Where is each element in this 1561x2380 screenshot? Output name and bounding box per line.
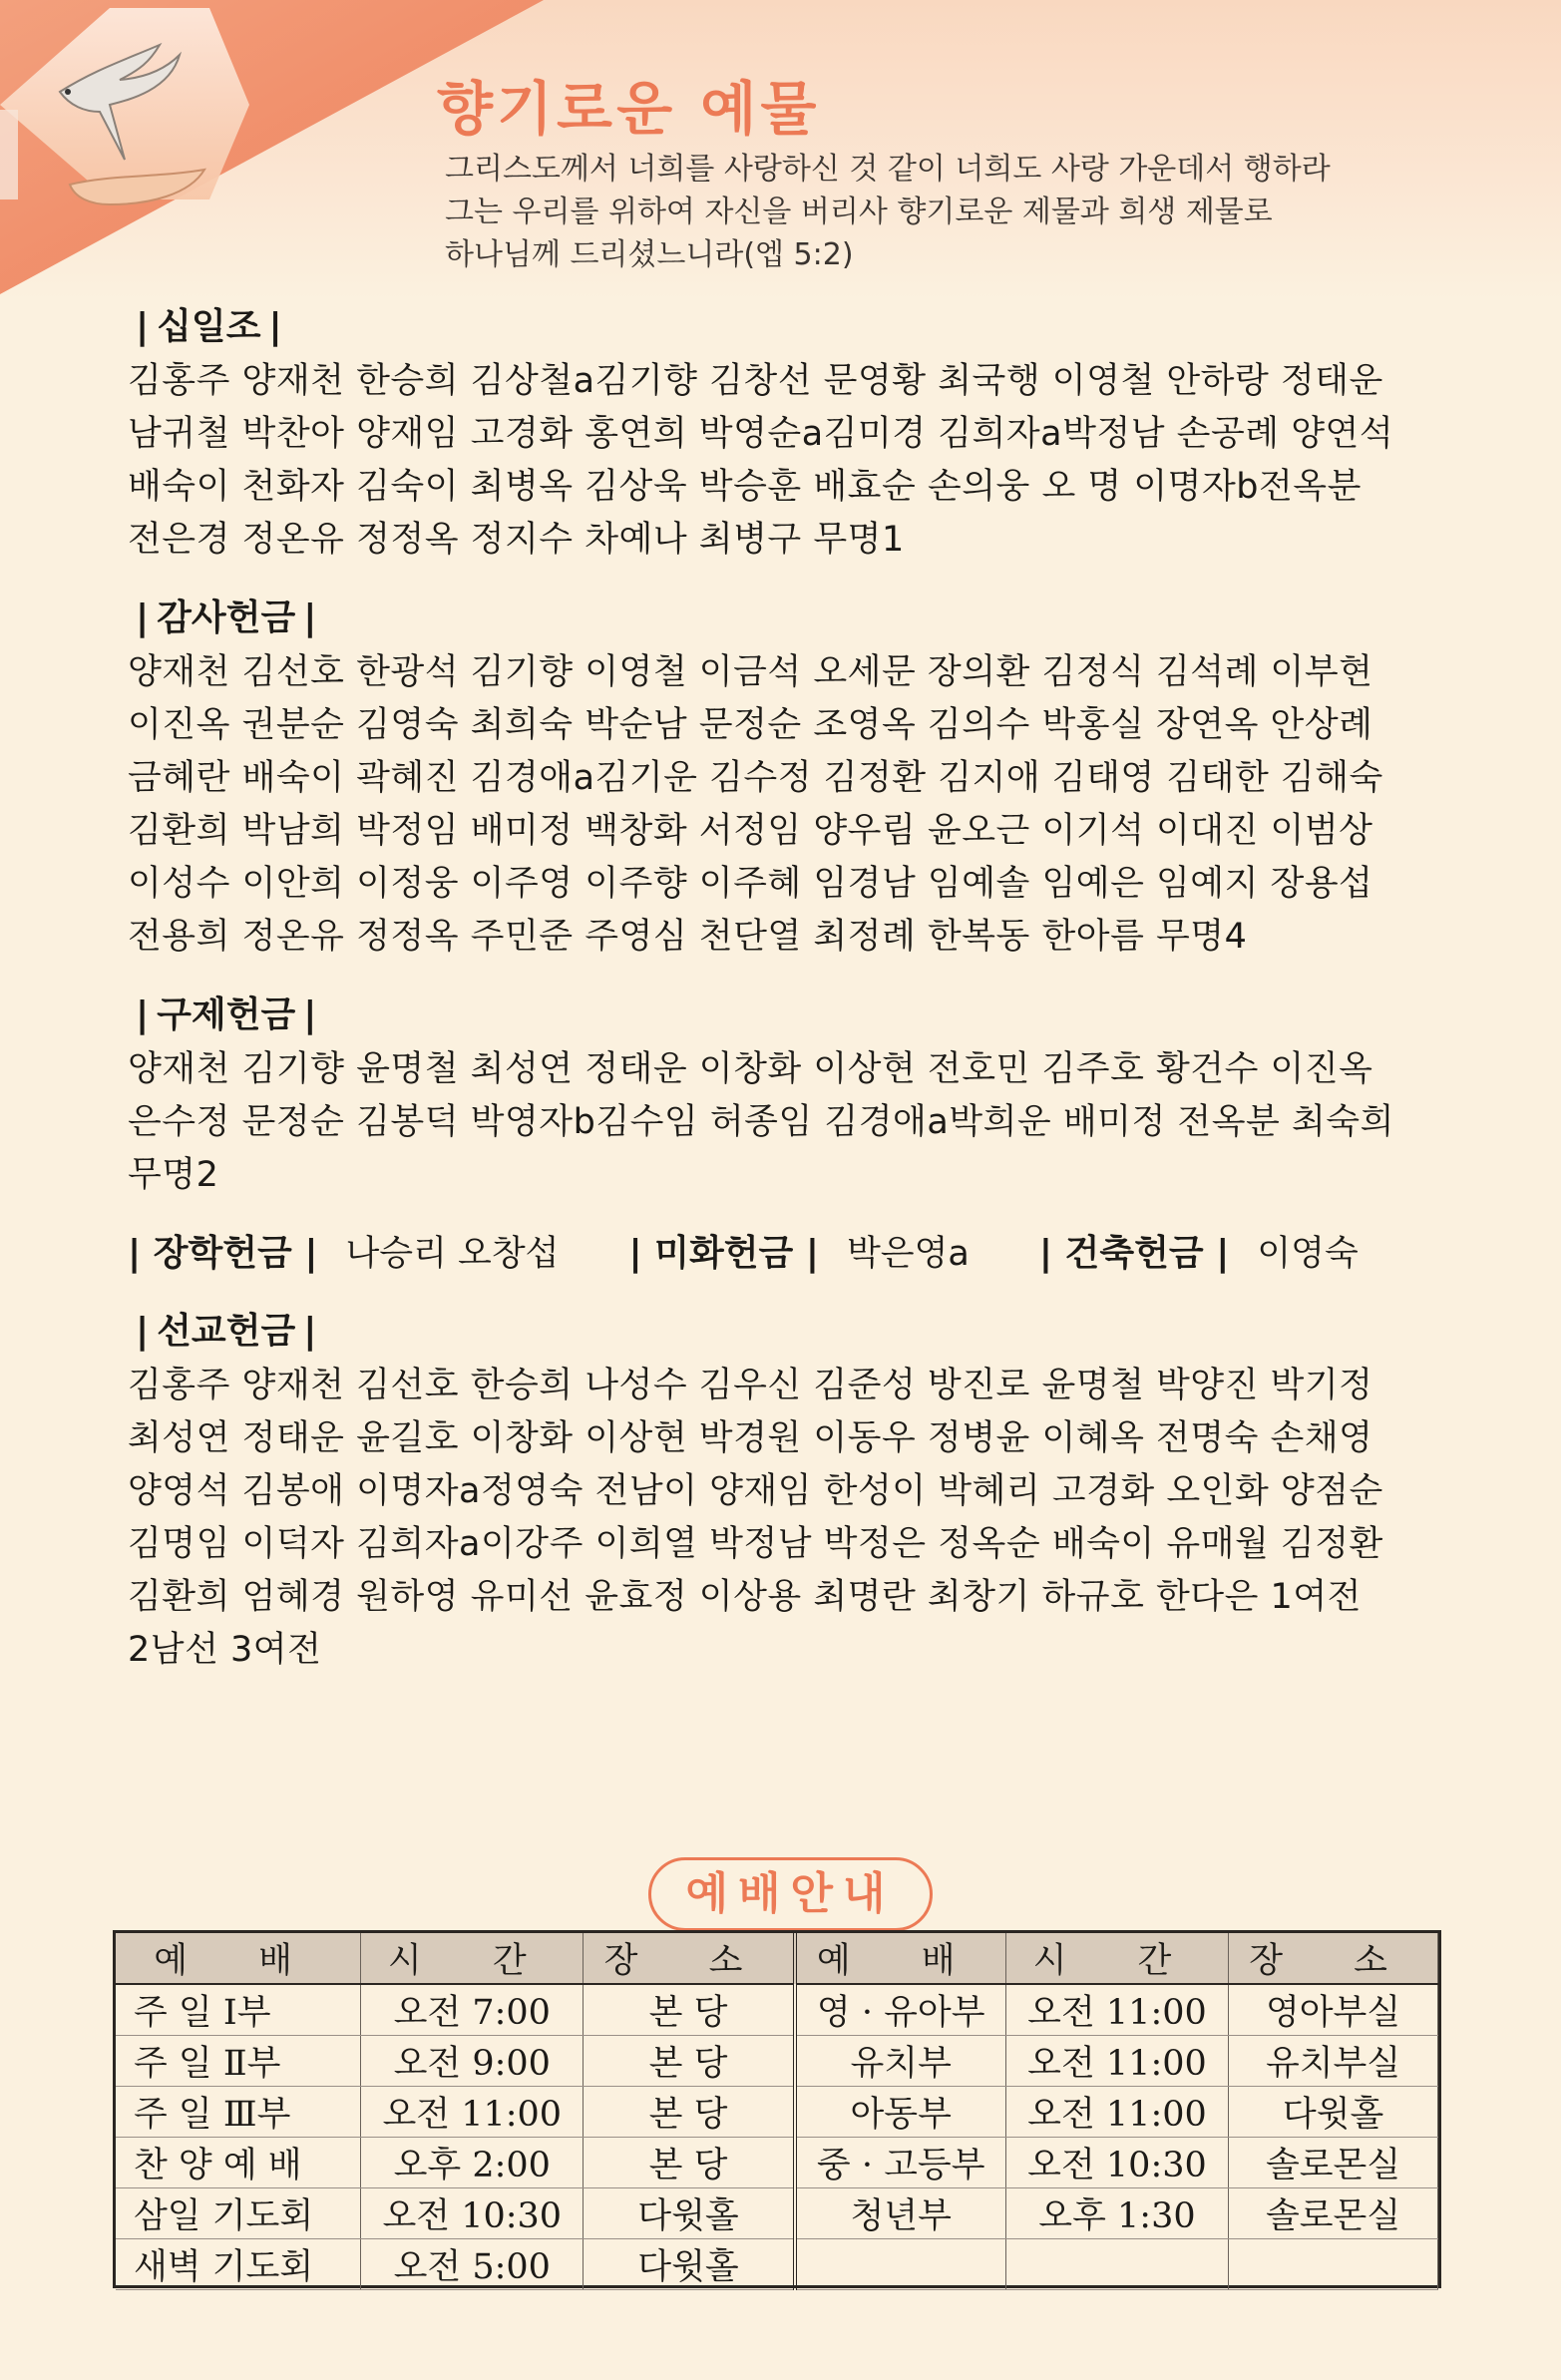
table-row [116,2036,1438,2087]
service-place: 본 당 [584,2138,795,2188]
section-heading: | 장학헌금 | [128,1233,318,1274]
verse-line: 그는 우리를 위하여 자신을 버리사 향기로운 제물과 희생 제물로 [445,195,1273,229]
table-header-row [116,1933,1438,1984]
table-row [116,2188,1438,2239]
service-name: 주 일 Ⅲ부 [116,2087,361,2138]
name-line: 남귀철 박찬아 양재임 고경화 홍연희 박영순a김미경 김희자a박정남 손공례 양연석 [128,414,1394,454]
name-line: 양영석 김봉애 이명자a정영숙 전남이 양재임 한성이 박혜리 고경화 오인화 양점순 [128,1471,1383,1511]
service-time: 오전 9:00 [361,2036,584,2087]
service-place: 본 당 [584,2087,795,2138]
name-line: 2남선 3여전 [128,1630,322,1670]
empty-cell [1005,2239,1228,2290]
service-name: 영 · 유아부 [795,1984,1006,2036]
service-time: 오전 11:00 [1005,2036,1228,2087]
name-line: 양재천 김기향 윤명철 최성연 정태운 이창화 이상현 전호민 김주호 황건수 이진옥 [128,1049,1373,1089]
name-line: 전용희 정온유 정정옥 주민준 주영심 천단열 최정례 한복동 한아름 무명4 [128,917,1248,957]
name-line: 김환희 박남희 박정임 배미정 백창화 서정임 양우림 윤오근 이기석 이대진 이범상 [128,811,1373,851]
empty-cell [1229,2239,1438,2290]
name-list [128,1043,1454,1202]
service-name: 찬 양 예 배 [116,2138,361,2188]
name-list [128,355,1454,567]
table-row [116,2138,1438,2188]
section-heading: | 구제헌금 | [136,994,317,1035]
name-line: 김홍주 양재천 한승희 김상철a김기향 김창선 문영황 최국행 이영철 안하랑 정태운 [128,361,1383,401]
inline-offerings [128,1226,1454,1282]
section-heading: | 미화헌금 | [628,1233,819,1274]
section-tithe [128,299,1454,567]
name-line: 김홍주 양재천 김선호 한승희 나성수 김우신 김준성 방진로 윤명철 박양진 박기정 [128,1366,1373,1405]
building-names: 이영숙 [1257,1234,1359,1274]
verse-line: 하나님께 드리셨느니라(엡 5:2) [445,237,854,272]
service-name: 유치부 [795,2036,1006,2087]
service-place: 솔로몬실 [1229,2188,1438,2239]
name-line: 금혜란 배숙이 곽혜진 김경애a김기운 김수정 김정환 김지애 김태영 김태한 김해숙 [128,758,1383,798]
name-line: 은수정 문정순 김봉덕 박영자b김수임 허종임 김경애a박희운 배미정 전옥분 최숙희 [128,1102,1394,1142]
service-time: 오전 7:00 [361,1984,584,2036]
beautify-names: 박은영a [846,1234,970,1274]
section-relief [128,988,1454,1202]
column-header: 장 소 [1229,1933,1438,1984]
name-line: 전은경 정온유 정정옥 정지수 차예나 최병구 무명1 [128,520,905,560]
section-thanks [128,591,1454,964]
service-place: 솔로몬실 [1229,2138,1438,2188]
service-time: 오전 11:00 [1005,1984,1228,2036]
section-heading: | 십일조 | [136,306,282,347]
service-place: 유치부실 [1229,2036,1438,2087]
service-time: 오전 11:00 [1005,2087,1228,2138]
name-line: 배숙이 천화자 김숙이 최병옥 김상욱 박승훈 배효순 손의웅 오 명 이명자b전옥분 [128,467,1362,507]
empty-cell [795,2239,1006,2290]
offering-list [128,299,1454,1701]
section-heading: | 건축헌금 | [1038,1233,1230,1274]
name-list [128,646,1454,964]
service-time: 오후 1:30 [1005,2188,1228,2239]
name-line: 무명2 [128,1155,219,1195]
verse-line: 그리스도께서 너희를 사랑하신 것 같이 너희도 사랑 가운데서 행하라 [445,152,1331,187]
service-place: 본 당 [584,2036,795,2087]
service-name: 새벽 기도회 [116,2239,361,2290]
name-line: 최성연 정태운 윤길호 이창화 이상현 박경원 이동우 정병윤 이혜옥 전명숙 손채영 [128,1418,1373,1458]
service-time: 오전 5:00 [361,2239,584,2290]
scholarship-names: 나승리 오창섭 [345,1234,560,1274]
section-heading: | 감사헌금 | [136,597,317,638]
service-name: 아동부 [795,2087,1006,2138]
bible-verse [445,148,1502,276]
service-name: 주 일 Ⅱ부 [116,2036,361,2087]
name-line: 김명임 이덕자 김희자a이강주 이희열 박정남 박정은 정옥순 배숙이 유매월 김정환 [128,1524,1383,1564]
name-line: 양재천 김선호 한광석 김기향 이영철 이금석 오세문 장의환 김정식 김석례 이부현 [128,652,1373,692]
service-place: 다윗홀 [584,2239,795,2290]
table-row [116,2239,1438,2290]
name-line: 이진옥 권분순 김영숙 최희숙 박순남 문정순 조영옥 김의수 박홍실 장연옥 안상례 [128,705,1373,745]
column-header: 예 배 [116,1933,361,1984]
table-row [116,2087,1438,2138]
service-time: 오후 2:00 [361,2138,584,2188]
section-heading: | 선교헌금 | [136,1311,317,1352]
service-name: 청년부 [795,2188,1006,2239]
page-title: 향기로운 예물 [437,75,821,143]
table-row [116,1984,1438,2036]
service-name: 주 일 Ⅰ부 [116,1984,361,2036]
column-header: 시 간 [361,1933,584,1984]
service-name: 삼일 기도회 [116,2188,361,2239]
column-header: 장 소 [584,1933,795,1984]
service-place: 본 당 [584,1984,795,2036]
service-place: 영아부실 [1229,1984,1438,2036]
service-time: 오전 10:30 [361,2188,584,2239]
name-list [128,1360,1454,1677]
name-line: 김환희 엄혜경 원하영 유미선 윤효정 이상용 최명란 최창기 하규호 한다은 1여전 [128,1577,1362,1617]
column-header: 예 배 [795,1933,1006,1984]
service-place: 다윗홀 [584,2188,795,2239]
column-header: 시 간 [1005,1933,1228,1984]
service-table [113,1930,1441,2288]
name-line: 이성수 이안희 이정웅 이주영 이주향 이주혜 임경남 임예솔 임예은 임예지 장용섭 [128,864,1373,904]
service-name: 중 · 고등부 [795,2138,1006,2188]
section-mission [128,1304,1454,1677]
service-guide-title: 예배안내 [648,1857,933,1931]
service-time: 오전 10:30 [1005,2138,1228,2188]
service-place: 다윗홀 [1229,2087,1438,2138]
service-time: 오전 11:00 [361,2087,584,2138]
